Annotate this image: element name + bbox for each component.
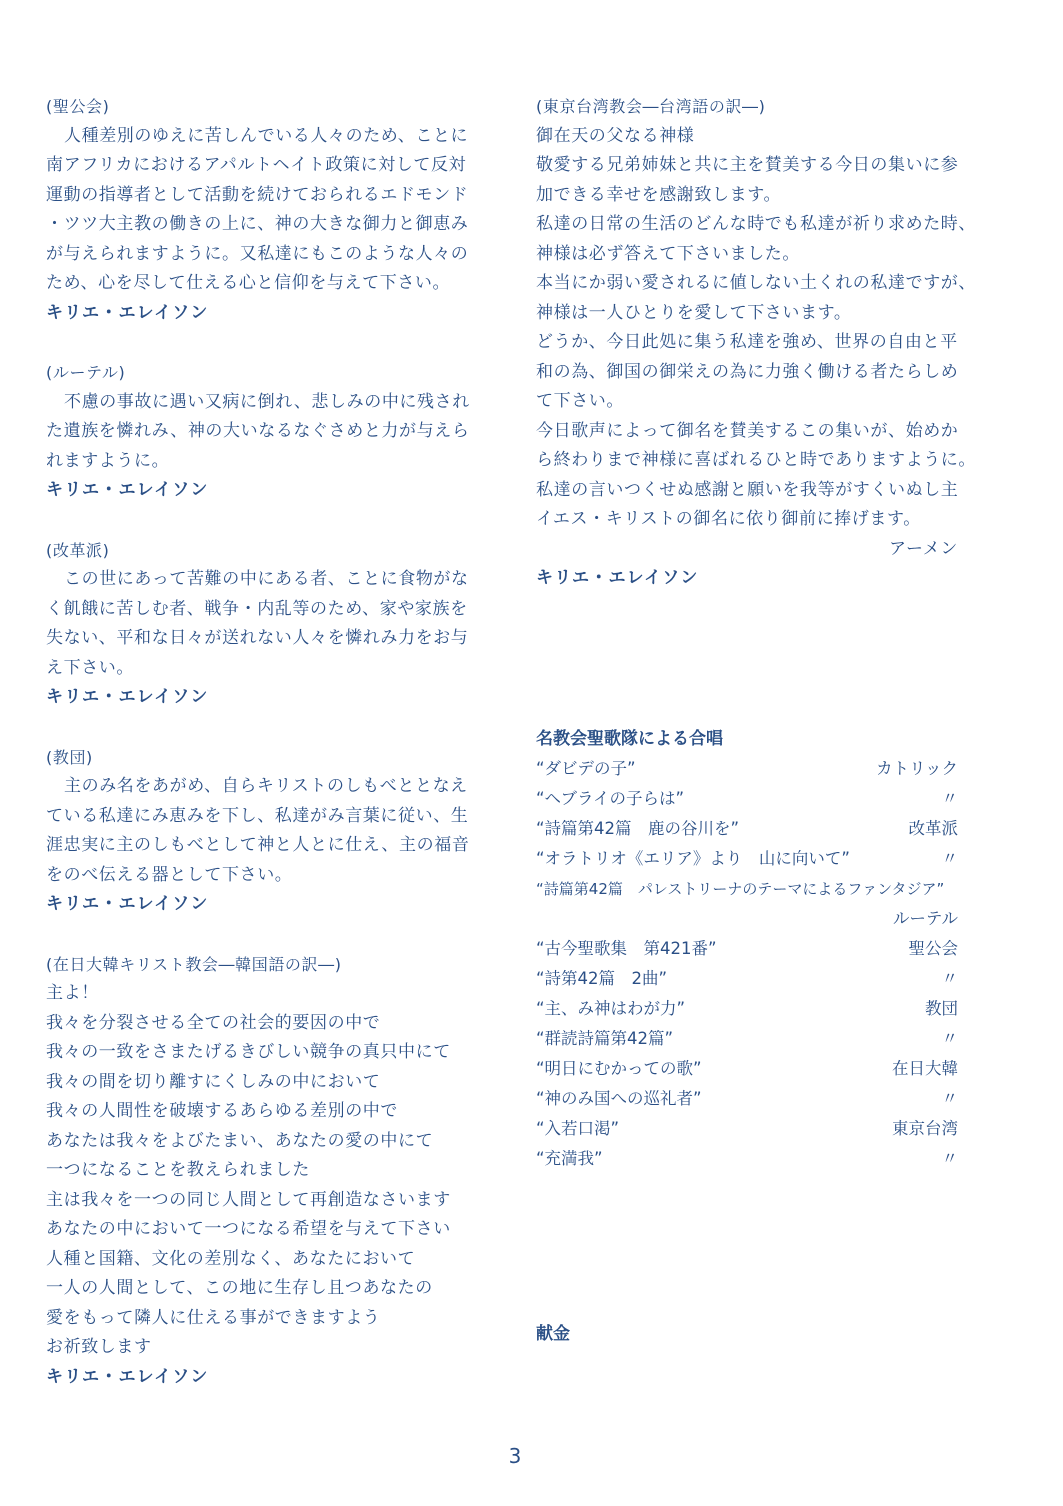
prayer-line: 神様は必ず答えて下さいました。 (536, 243, 800, 264)
prayer-line: 私達の日常の生活のどんな時でも私達が祈り求めた時、 (536, 214, 976, 234)
prayer-line: ため、心を尽して仕える心と信仰を与えて下さい。 (46, 273, 451, 293)
prayer-line: 和の為、御国の御栄えの為に力強く働ける者たらしめ (536, 361, 959, 382)
section-heading: (東京台湾教会―台湾語の訳―) (536, 97, 766, 116)
prayer-line: 主は我々を一つの同じ人間として再創造なさいます (46, 1189, 451, 1210)
prayer-line: 加できる幸せを感謝致します。 (536, 184, 782, 205)
prayer-line: どうか、今日此処に集う私達を強め、世界の自由と平 (536, 332, 958, 352)
choir-row (536, 754, 966, 784)
prayer-line: ら終わりまで神様に喜ばれるひと時でありますように。 (536, 450, 976, 470)
choir-row (536, 964, 966, 994)
prayer-lutheran (46, 358, 476, 506)
kyrie-response: キリエ・エレイソン (46, 894, 209, 914)
church-name: 〃 (941, 1088, 958, 1108)
choir-row (536, 1114, 966, 1144)
song-title: “詩第42篇 2曲” (536, 968, 668, 988)
church-name: 〃 (941, 848, 958, 868)
song-title: “充満我” (536, 1148, 603, 1168)
prayer-line: をのべ伝える器として下さい。 (46, 864, 293, 885)
prayer-line: イエス・キリストの御名に依り御前に捧げます。 (536, 509, 921, 529)
section-heading: (在日大韓キリスト教会―韓国語の訳―) (46, 954, 342, 974)
song-title: “明日にむかっての歌” (536, 1058, 702, 1078)
prayer-korean (46, 950, 476, 1393)
prayer-line: え下さい。 (46, 657, 134, 678)
prayer-line: 我々を分裂させる全ての社会的要因の中で (46, 1012, 381, 1033)
choir-row (536, 844, 966, 874)
section-heading: (改革派) (46, 540, 110, 560)
church-name: 〃 (941, 968, 958, 988)
prayer-line: 南アフリカにおけるアパルトヘイト政策に対して反対 (46, 155, 467, 175)
prayer-kyodan (46, 743, 476, 920)
prayer-line: お祈致します (46, 1337, 152, 1357)
choir-section (536, 724, 966, 1174)
prayer-line: 御在天の父なる神様 (536, 125, 695, 146)
song-title: “ダビデの子” (536, 758, 636, 778)
prayer-line: ・ツツ大主教の働きの上に、神の大きな御力と御恵み (46, 214, 469, 234)
choir-title: 名教会聖歌隊による合唱 (536, 728, 723, 749)
prayer-line: 愛をもって隣人に仕える事ができますよう (46, 1307, 381, 1328)
choir-row (536, 934, 966, 964)
church-name: 教団 (925, 998, 958, 1018)
prayer-line: この世にあって苦難の中にある者、ことに食物がな (64, 569, 469, 589)
choir-row (536, 784, 966, 814)
prayer-line: 我々の間を切り離すにくしみの中において (46, 1071, 381, 1092)
offering-heading: 献金 (536, 1323, 570, 1344)
church-name: 〃 (941, 1148, 958, 1168)
kyrie-response: キリエ・エレイソン (46, 1366, 209, 1387)
prayer-line: 敬愛する兄弟姉妹と共に主を賛美する今日の集いに参 (536, 155, 959, 175)
song-title: “入若口渇” (536, 1118, 620, 1138)
song-title: “群読詩篇第42篇” (536, 1028, 674, 1048)
prayer-line: 涯忠実に主のしもべとして神と人とに仕え、主の福音 (46, 835, 470, 855)
church-name: 東京台湾 (892, 1118, 958, 1138)
prayer-line: が与えられますように。又私達にもこのような人々の (46, 243, 469, 264)
song-title: “神のみ国への巡礼者” (536, 1088, 702, 1108)
prayer-line: ている私達にみ恵みを下し、私達がみ言葉に従い、生 (46, 805, 469, 826)
church-name: 〃 (941, 788, 958, 808)
prayer-line: 今日歌声によって御名を賛美するこの集いが、始めか (536, 420, 959, 441)
song-title: “詩篇第42篇 パレストリーナのテーマによるファンタジア” (536, 879, 945, 898)
church-name: 〃 (941, 1028, 958, 1048)
kyrie-response: キリエ・エレイソン (46, 687, 209, 707)
page-number: 3 (508, 1444, 522, 1468)
prayer-line: れますように。 (46, 450, 170, 471)
spacer (46, 328, 476, 358)
choir-row (536, 1144, 966, 1174)
church-name: 改革派 (908, 818, 958, 838)
amen-text: アーメン (888, 538, 958, 559)
prayer-line: 運動の指導者として活動を続けておられるエドモンド (46, 184, 469, 205)
prayer-line: あなたは我々をよびたまい、あなたの愛の中にて (46, 1130, 434, 1151)
prayer-line: あなたの中において一つになる希望を与えて下さい (46, 1219, 451, 1239)
song-title: “オラトリオ《エリア》より 山に向いて” (536, 848, 850, 868)
section-heading: (教団) (46, 747, 93, 767)
prayer-seikokai (46, 92, 476, 328)
spacer (46, 920, 476, 950)
choir-row (536, 994, 966, 1024)
song-title: “主、み神はわが力” (536, 998, 686, 1018)
prayer-line: 一つになることを教えられました (46, 1160, 310, 1180)
church-name: 在日大韓 (892, 1058, 958, 1078)
church-name: 聖公会 (908, 938, 958, 958)
song-title: “ヘブライの子らは” (536, 788, 685, 808)
prayer-line: 一人の人間として、この地に生存し且つあなたの (46, 1278, 433, 1298)
prayer-line: 主のみ名をあがめ、自らキリストのしもべととなえ (64, 776, 468, 796)
kyrie-response: キリエ・エレイソン (46, 302, 209, 323)
song-title: “詩篇第42篇 鹿の谷川を” (536, 818, 740, 838)
choir-row (536, 1054, 966, 1084)
prayer-line: 失ない、平和な日々が送れない人々を憐れみ力をお与 (46, 628, 469, 648)
prayer-line: 本当にか弱い愛されるに値しない土くれの私達ですが、 (536, 273, 976, 293)
prayer-line: 我々の一致をさまたげるきびしい競争の真只中にて (46, 1042, 451, 1062)
church-name: ルーテル (892, 908, 958, 928)
kyrie-response: キリエ・エレイソン (536, 568, 699, 588)
right-column (536, 92, 976, 1349)
prayer-line: 主よ！ (46, 983, 99, 1003)
spacer (46, 506, 476, 536)
prayer-line: た遺族を憐れみ、神の大いなるなぐさめと力が与えら (46, 421, 470, 441)
prayer-line: 人種差別のゆえに苦しんでいる人々のため、ことに (64, 125, 469, 146)
song-title: “古今聖歌集 第421番” (536, 938, 717, 958)
spacer (46, 713, 476, 743)
prayer-reformed (46, 536, 476, 713)
prayer-line: て下さい。 (536, 391, 624, 411)
kyrie-response: キリエ・エレイソン (46, 480, 209, 500)
prayer-line: く飢餓に苦しむ者、戦争・内乱等のため、家や家族を (46, 598, 468, 619)
choir-row (536, 874, 966, 904)
prayer-line: 我々の人間性を破壊するあらゆる差別の中で (46, 1101, 398, 1121)
prayer-line: 不慮の事故に遇い又病に倒れ、悲しみの中に残され (64, 391, 470, 412)
prayer-line: 神様は一人ひとりを愛して下さいます。 (536, 302, 852, 323)
section-heading: (ルーテル) (46, 363, 126, 382)
prayer-taiwan (536, 92, 976, 594)
church-name: カトリック (876, 758, 958, 778)
choir-row (536, 814, 966, 844)
section-heading: (聖公会) (46, 97, 110, 116)
prayer-line: 人種と国籍、文化の差別なく、あなたにおいて (46, 1248, 416, 1269)
left-column (46, 92, 476, 1392)
choir-row (536, 1024, 966, 1054)
choir-row (536, 1084, 966, 1114)
spacer (536, 594, 966, 724)
prayer-line: 私達の言いつくせぬ感謝と願いを我等がすくいぬし主 (536, 479, 959, 500)
spacer (536, 1174, 966, 1319)
